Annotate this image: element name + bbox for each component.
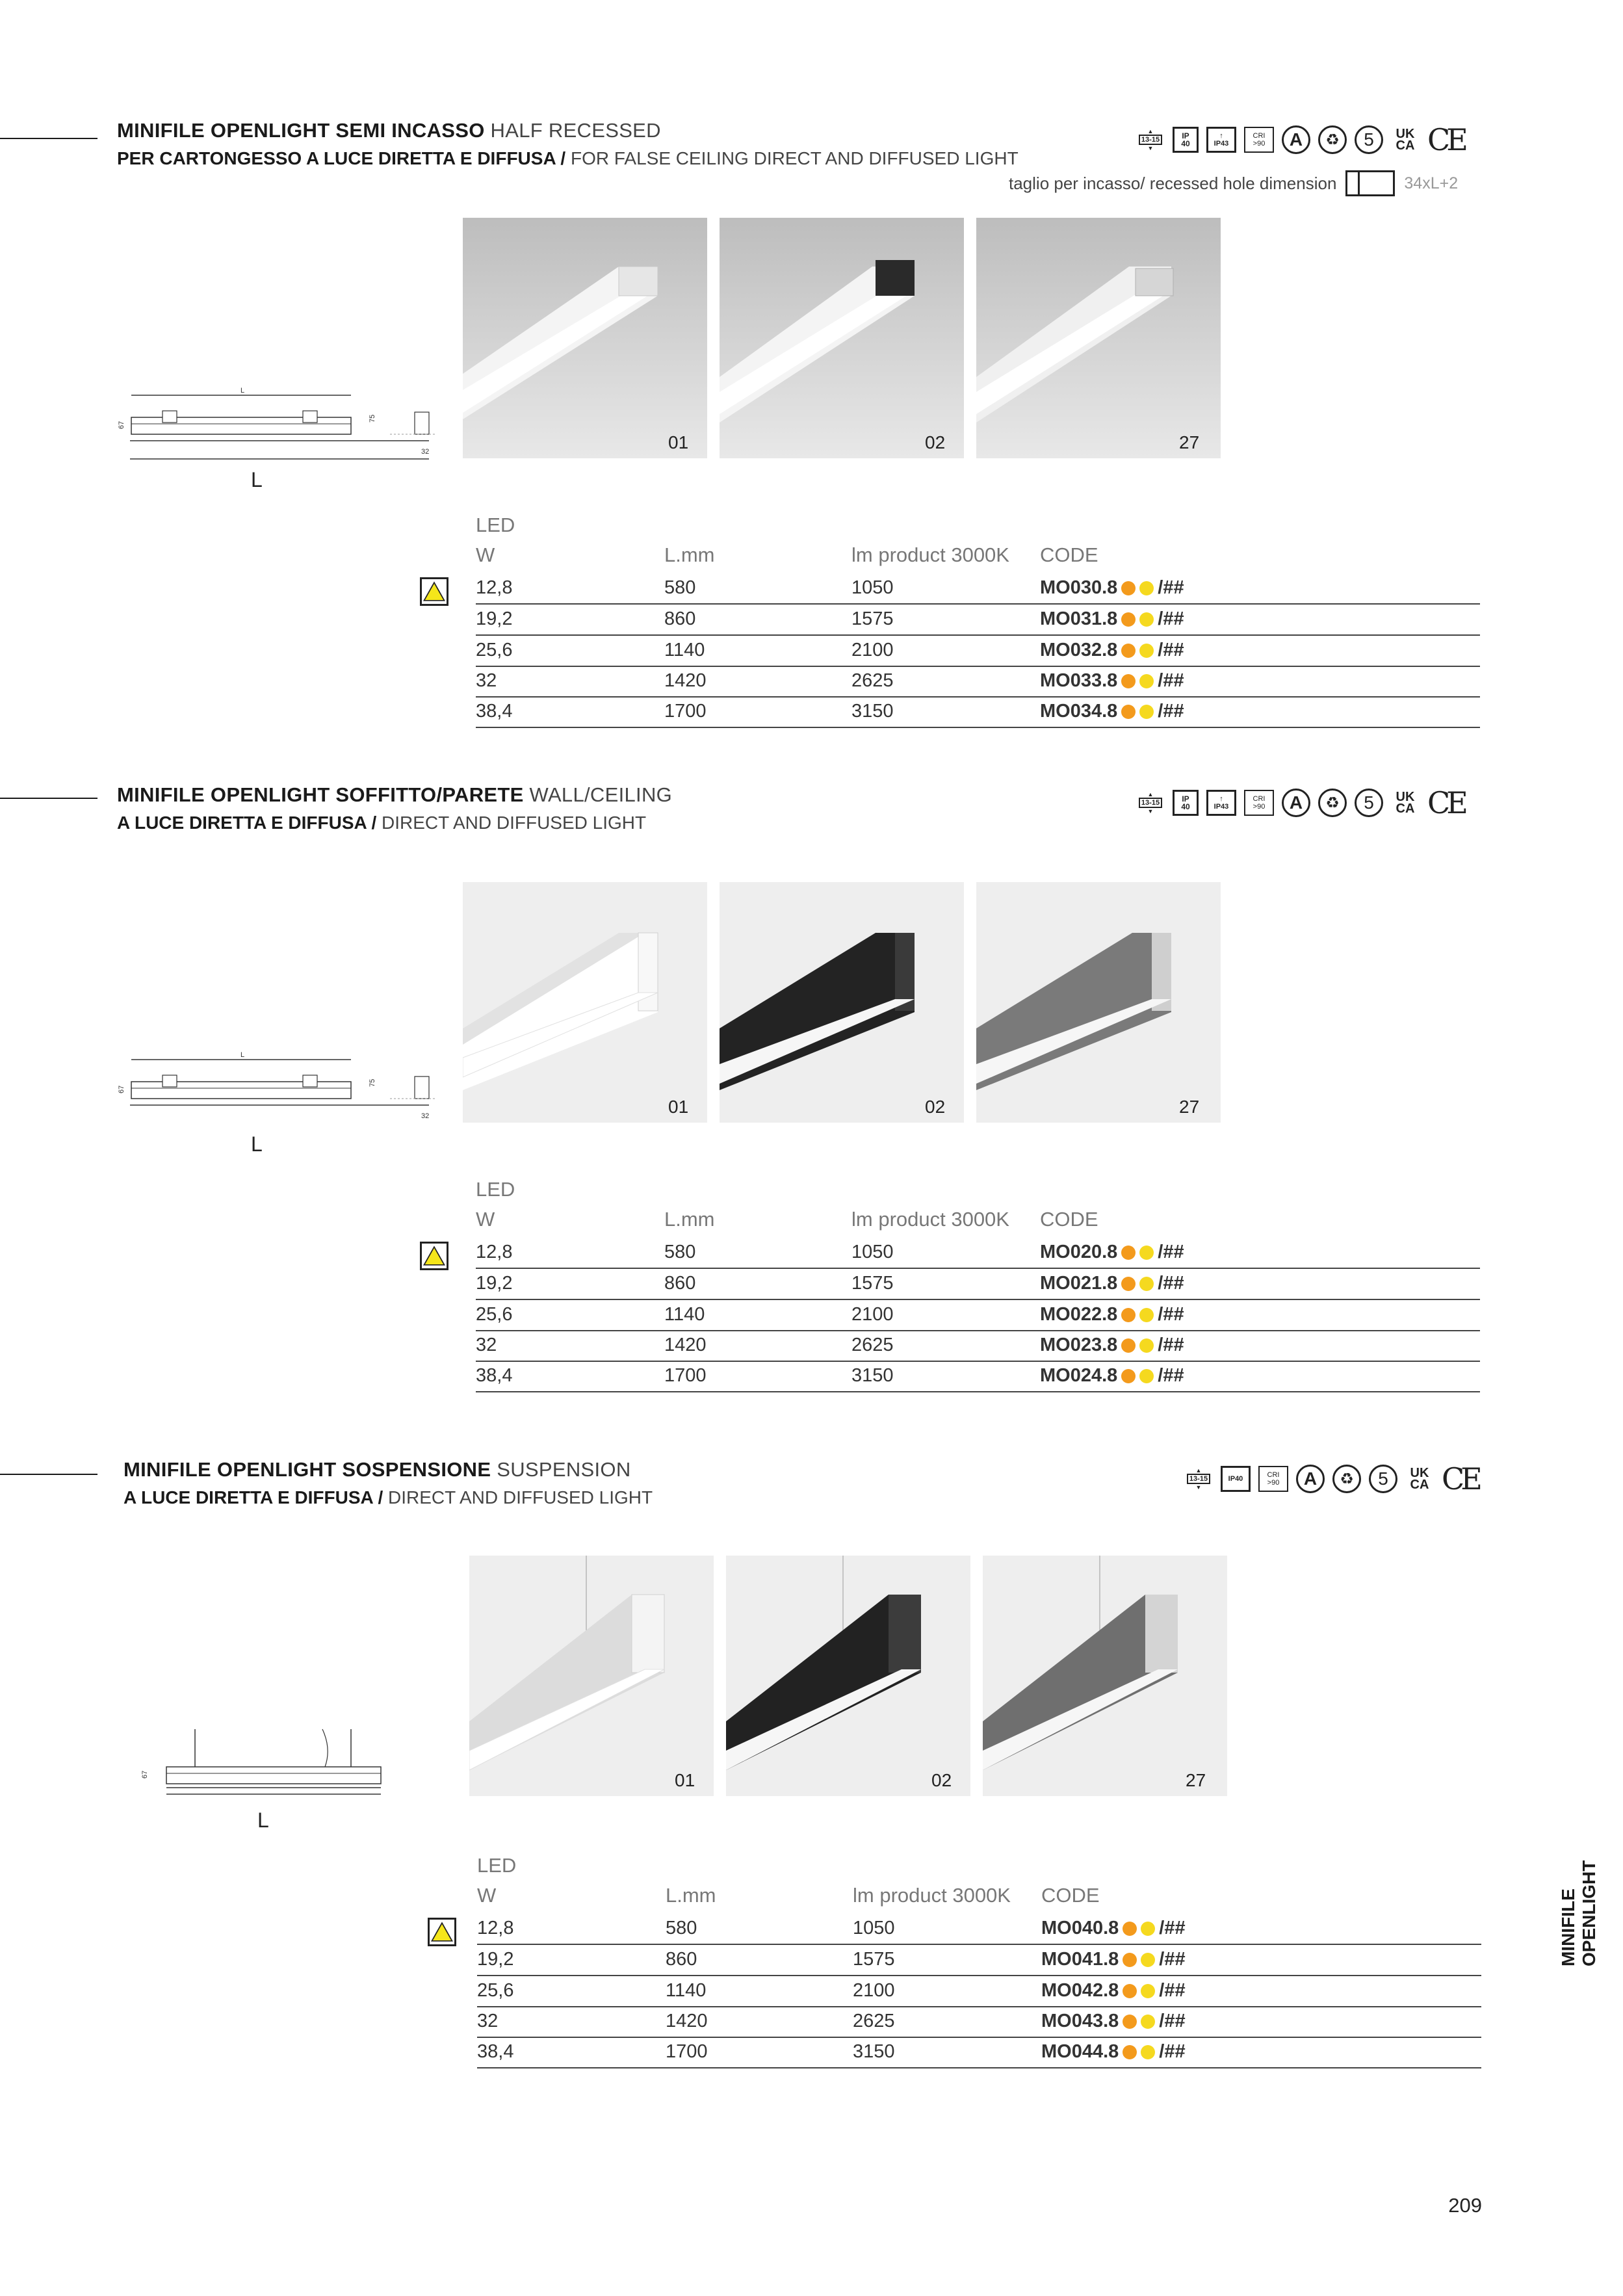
height-label: 67 — [141, 1770, 149, 1779]
finish-code: 01 — [675, 1770, 695, 1790]
technical-drawing — [130, 1723, 403, 1807]
side-tab-line1: MINIFILE — [1558, 1888, 1578, 1966]
recessed-hole-dimension — [1009, 170, 1458, 196]
finish-photo-02 — [720, 218, 964, 458]
col-header-lmm: L.mm — [664, 543, 715, 566]
section-rule — [0, 138, 97, 139]
finish-photo-02 — [726, 1556, 970, 1796]
col-header-w: W — [476, 1208, 495, 1231]
cri-icon: CRI >90 — [1258, 1466, 1288, 1492]
finish-code: 01 — [668, 1097, 689, 1117]
col-header-w: W — [476, 543, 495, 566]
ce-mark-icon: CE — [1427, 122, 1464, 157]
hole-label: taglio per incasso/ recessed hole dimension — [1009, 173, 1337, 193]
section-title — [117, 783, 672, 807]
dimmable-icon: ▲ 13-15 ▼ — [1136, 789, 1165, 817]
certification-icons — [1184, 1461, 1479, 1496]
section-rule — [0, 798, 97, 799]
title-bold: MINIFILE OPENLIGHT SOFFITTO/PARETE — [117, 783, 524, 806]
finish-photo-01 — [463, 882, 707, 1123]
title-light: SUSPENSION — [497, 1458, 631, 1481]
hole-value: 34xL+2 — [1404, 174, 1459, 192]
title-bold: MINIFILE OPENLIGHT SOSPENSIONE — [123, 1458, 491, 1481]
table-row: 32 1420 2625 MO033.8 /## — [476, 666, 1480, 698]
warranty-5-icon: 5 — [1369, 1465, 1397, 1493]
ce-mark-icon: CE — [1427, 785, 1464, 820]
finish-code: 27 — [1179, 1097, 1200, 1117]
subtitle-bold: A LUCE DIRETTA E DIFFUSA / — [117, 813, 377, 833]
finish-photo-02 — [720, 882, 964, 1123]
height-label: 67 — [118, 421, 125, 429]
subtitle-bold: A LUCE DIRETTA E DIFFUSA / — [123, 1487, 383, 1507]
len-label: L — [240, 387, 245, 395]
height2-label: 75 — [369, 414, 376, 423]
table-row: 38,4 1700 3150 MO044.8 /## — [477, 2037, 1481, 2068]
col-header-lmm: L.mm — [666, 1884, 716, 1907]
table-row: 19,2 860 1575 MO021.8 /## — [476, 1269, 1480, 1300]
col-header-code: CODE — [1041, 1884, 1100, 1907]
col-header-lmm: L.mm — [664, 1208, 715, 1231]
section-wall-ceiling — [0, 664, 1623, 1386]
finish-code: 27 — [1179, 432, 1200, 452]
col-header-lm: lm product 3000K — [851, 543, 1009, 566]
dimmable-icon: ▲ 13-15 ▼ — [1184, 1465, 1213, 1493]
side-tab — [1557, 1840, 1615, 1970]
ip40-icon: IP 40 — [1173, 127, 1199, 153]
table-row: 38,4 1700 3150 MO034.8 /## — [476, 697, 1480, 728]
dimmable-icon: ▲ 13-15 ▼ — [1136, 125, 1165, 154]
col-header-lm: lm product 3000K — [853, 1884, 1011, 1907]
col-header-led: LED — [476, 1178, 515, 1201]
recessed-hole-icon — [1345, 170, 1395, 196]
finish-photo-01 — [469, 1556, 714, 1796]
table-row: 12,8 580 1050 MO040.8 /## — [477, 1914, 1481, 1945]
title-bold: MINIFILE OPENLIGHT SEMI INCASSO — [117, 119, 485, 142]
table-row: 32 1420 2625 MO043.8 /## — [477, 2007, 1481, 2038]
page-number: 209 — [1448, 2194, 1482, 2217]
technical-drawing — [110, 1048, 448, 1132]
ukca-icon: UK CA — [1410, 1466, 1429, 1492]
table-row: 19,2 860 1575 MO041.8 /## — [477, 1945, 1481, 1976]
drawing-length-label: L — [251, 1132, 263, 1156]
cri-icon: CRI >90 — [1244, 127, 1274, 153]
ip43-icon: ↑ IP43 — [1206, 127, 1236, 153]
warranty-5-icon: 5 — [1355, 789, 1383, 817]
cri-icon: CRI >90 — [1244, 790, 1274, 816]
drawing-length-label: L — [257, 1808, 269, 1832]
certification-icons — [1136, 122, 1464, 157]
warning-triangle-icon — [420, 577, 448, 606]
finish-code: 02 — [925, 1097, 946, 1117]
subtitle-light: DIRECT AND DIFFUSED LIGHT — [382, 813, 647, 833]
col-header-code: CODE — [1040, 1208, 1098, 1231]
table-row: 12,8 580 1050 MO020.8 /## — [476, 1238, 1480, 1269]
table-row: 32 1420 2625 MO023.8 /## — [476, 1331, 1480, 1362]
section-rule — [0, 1474, 97, 1475]
subtitle-bold: PER CARTONGESSO A LUCE DIRETTA E DIFFUSA / — [117, 148, 566, 168]
subtitle-light: DIRECT AND DIFFUSED LIGHT — [388, 1487, 653, 1507]
ukca-icon: UK CA — [1396, 790, 1415, 816]
col-header-lm: lm product 3000K — [851, 1208, 1009, 1231]
section-title — [123, 1458, 631, 1481]
table-row: 25,6 1140 2100 MO042.8 /## — [477, 1976, 1481, 2007]
subtitle-light: FOR FALSE CEILING DIRECT AND DIFFUSED LIGHT — [570, 148, 1019, 168]
table-row: 25,6 1140 2100 MO032.8 /## — [476, 636, 1480, 667]
table-row: 38,4 1700 3150 MO024.8 /## — [476, 1361, 1480, 1392]
col-header-led: LED — [476, 514, 515, 536]
title-light: HALF RECESSED — [490, 119, 661, 142]
col-header-w: W — [477, 1884, 497, 1907]
recycle-icon: ♻ — [1332, 1465, 1361, 1493]
col-header-led: LED — [477, 1854, 517, 1877]
finish-code: 02 — [931, 1770, 952, 1790]
certification-icons — [1136, 785, 1464, 820]
section-half-recessed — [0, 0, 1623, 722]
section-subtitle — [123, 1487, 653, 1508]
finish-code: 02 — [925, 432, 946, 452]
section-subtitle — [117, 813, 646, 833]
finish-photo-01 — [463, 218, 707, 458]
height2-label: 75 — [369, 1078, 376, 1087]
table-row: 19,2 860 1575 MO031.8 /## — [476, 605, 1480, 636]
finish-photo-27 — [976, 882, 1221, 1123]
section-title — [117, 119, 661, 142]
ukca-icon: UK CA — [1396, 127, 1415, 153]
finish-photo-27 — [983, 1556, 1227, 1796]
drawing-length-label: L — [251, 468, 263, 491]
ce-mark-icon: CE — [1442, 1461, 1479, 1496]
col-header-code: CODE — [1040, 543, 1098, 566]
energy-class-icon: A — [1296, 1465, 1325, 1493]
title-light: WALL/CEILING — [529, 783, 673, 806]
table-row: 25,6 1140 2100 MO022.8 /## — [476, 1300, 1480, 1331]
section-subtitle — [117, 148, 1019, 169]
height-label: 67 — [118, 1085, 125, 1093]
side-tab-line2: OPENLIGHT — [1579, 1860, 1599, 1966]
warranty-5-icon: 5 — [1355, 125, 1383, 154]
finish-photo-27 — [976, 218, 1221, 458]
finish-code: 01 — [668, 432, 689, 452]
len-label: L — [240, 1051, 245, 1059]
table-row: 12,8 580 1050 MO030.8 /## — [476, 573, 1480, 605]
warning-triangle-icon — [420, 1242, 448, 1270]
section-suspension — [0, 1339, 1623, 2062]
recycle-icon: ♻ — [1318, 125, 1347, 154]
width-label: 32 — [421, 1112, 430, 1120]
warning-triangle-icon — [428, 1918, 456, 1946]
width-label: 32 — [421, 448, 430, 456]
energy-class-icon: A — [1282, 789, 1310, 817]
ip40-icon: IP40 — [1221, 1466, 1251, 1492]
ip40-icon: IP 40 — [1173, 790, 1199, 816]
energy-class-icon: A — [1282, 125, 1310, 154]
recycle-icon: ♻ — [1318, 789, 1347, 817]
ip43-icon: ↑ IP43 — [1206, 790, 1236, 816]
technical-drawing — [110, 384, 448, 468]
finish-code: 27 — [1186, 1770, 1206, 1790]
